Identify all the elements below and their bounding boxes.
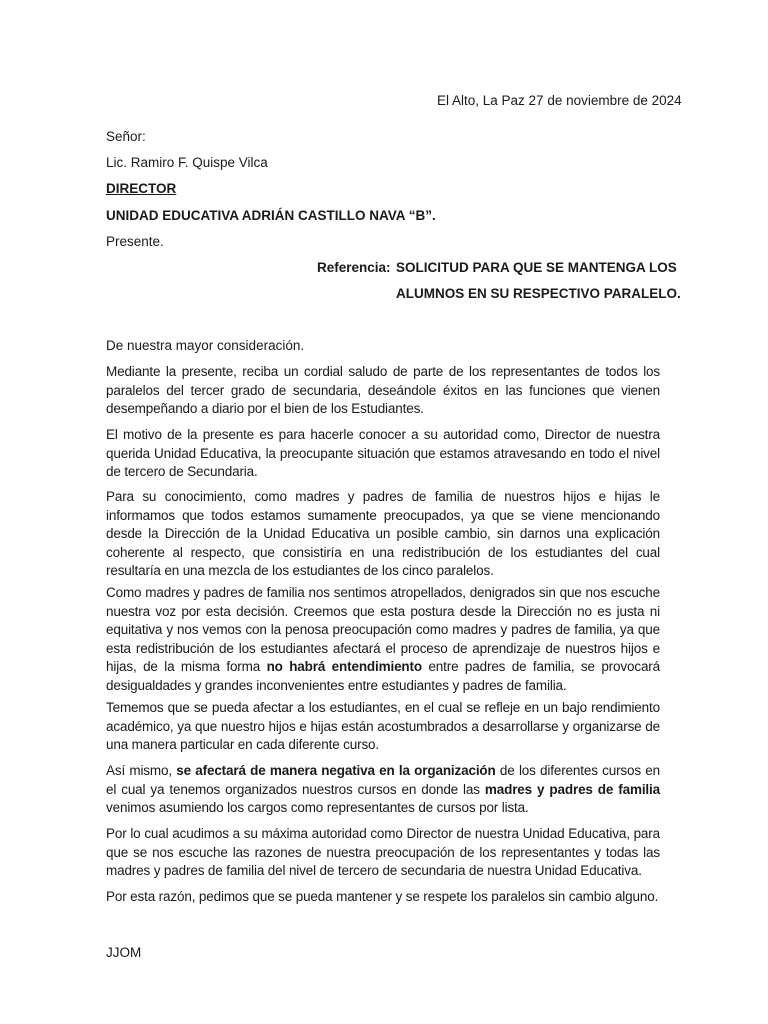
paragraph-6-bold-2: madres y padres de familia xyxy=(484,781,660,797)
paragraph-4-text-c: entre padres de familia, se provocará desigualdades y grandes inconvenientes entre estudiantes y padres de familia. xyxy=(106,659,661,693)
paragraph-6 xyxy=(106,762,660,818)
paragraph-2: El motivo de la presente es para hacerle conocer a su autoridad como, Director de nuestra querida Unidad Educativa, la preocupante situación que estamos atravesando en todo el nivel de tercero de Secundaria. xyxy=(106,427,660,480)
recipient-title: DIRECTOR xyxy=(106,181,177,196)
paragraph-6-text-e: venimos asumiendo los cargos como representantes de cursos por lista. xyxy=(106,800,529,816)
presente: Presente. xyxy=(106,234,164,249)
reference-line-1: SOLICITUD PARA QUE SE MANTENGA LOS xyxy=(396,260,677,275)
paragraph-3 xyxy=(106,488,660,581)
place-date: El Alto, La Paz 27 de noviembre de 2024 xyxy=(437,93,682,108)
author-initials: JJOM xyxy=(106,945,142,960)
reference-label: Referencia: xyxy=(317,260,391,275)
paragraph-4-text-a: Como madres y padres de familia nos sentimos atropellados, denigrados sin que nos escuche nuestra voz por esta decisión. Creemos que esta postura desde la Dirección no es justa ni equitativa y nos vemos con la penosa preocupación como madres y padres de familia, ya que esta redistribución de los estudiantes afectará el proceso de aprendizaje de nuestros hijos e hijas, de la misma forma xyxy=(106,585,660,675)
greeting: De nuestra mayor consideración. xyxy=(106,338,305,353)
paragraph-4-bold: no habrá entendimiento xyxy=(266,659,422,675)
paragraph-6-bold-1: se afectará de manera negativa en la organización xyxy=(176,763,496,778)
recipient-name: Lic. Ramiro F. Quispe Vilca xyxy=(106,155,268,170)
paragraph-8: Por esta razón, pedimos que se pueda mantener y se respete los paralelos sin cambio alguno. xyxy=(106,889,659,904)
paragraph-5: Tememos que se pueda afectar a los estudiantes, en el cual se refleje en un bajo rendimiento académico, ya que nuestro hijos e hijas están acostumbrados a desarrollarse y organizarse de una manera particular en cada diferente curso. xyxy=(106,700,660,753)
institution-name: UNIDAD EDUCATIVA ADRIÁN CASTILLO NAVA “B”. xyxy=(106,208,436,223)
paragraph-7: Por lo cual acudimos a su máxima autoridad como Director de nuestra Unidad Educativa, para que se nos escuche las razones de nuestra preocupación de los representantes y todas las madres y padres de familia del nivel de tercero de secundaria de nuestra Unidad Educativa. xyxy=(106,826,660,879)
paragraph-6-text-a: Así mismo, xyxy=(106,763,177,778)
salutation: Señor: xyxy=(106,129,146,144)
paragraph-3-text: Para su conocimiento, como madres y padres de familia de nuestros hijos e hijas le informamos que todos estamos sumamente preocupados, ya que se viene mencionando desde la Dirección de la Unidad Educativa un posible cambio, sin darnos una explicación coherente al respecto, que consistiría en una redistribución de los estudiantes del cual resultaría en una mezcla de los estudiantes de los cinco paralelos. xyxy=(106,489,660,579)
paragraph-1: Mediante la presente, reciba un cordial saludo de parte de los representantes de todos los paralelos del tercer grado de secundaria, deseándole éxitos en las funciones que vienen desempeñando a diario por el bien de los Estudiantes. xyxy=(106,364,660,417)
reference-line-2: ALUMNOS EN SU RESPECTIVO PARALELO. xyxy=(396,286,681,301)
paragraph-4 xyxy=(106,584,660,696)
paragraph-6-text-c: de los diferentes cursos en el cual ya tenemos organizados nuestros cursos en donde las xyxy=(106,763,660,797)
